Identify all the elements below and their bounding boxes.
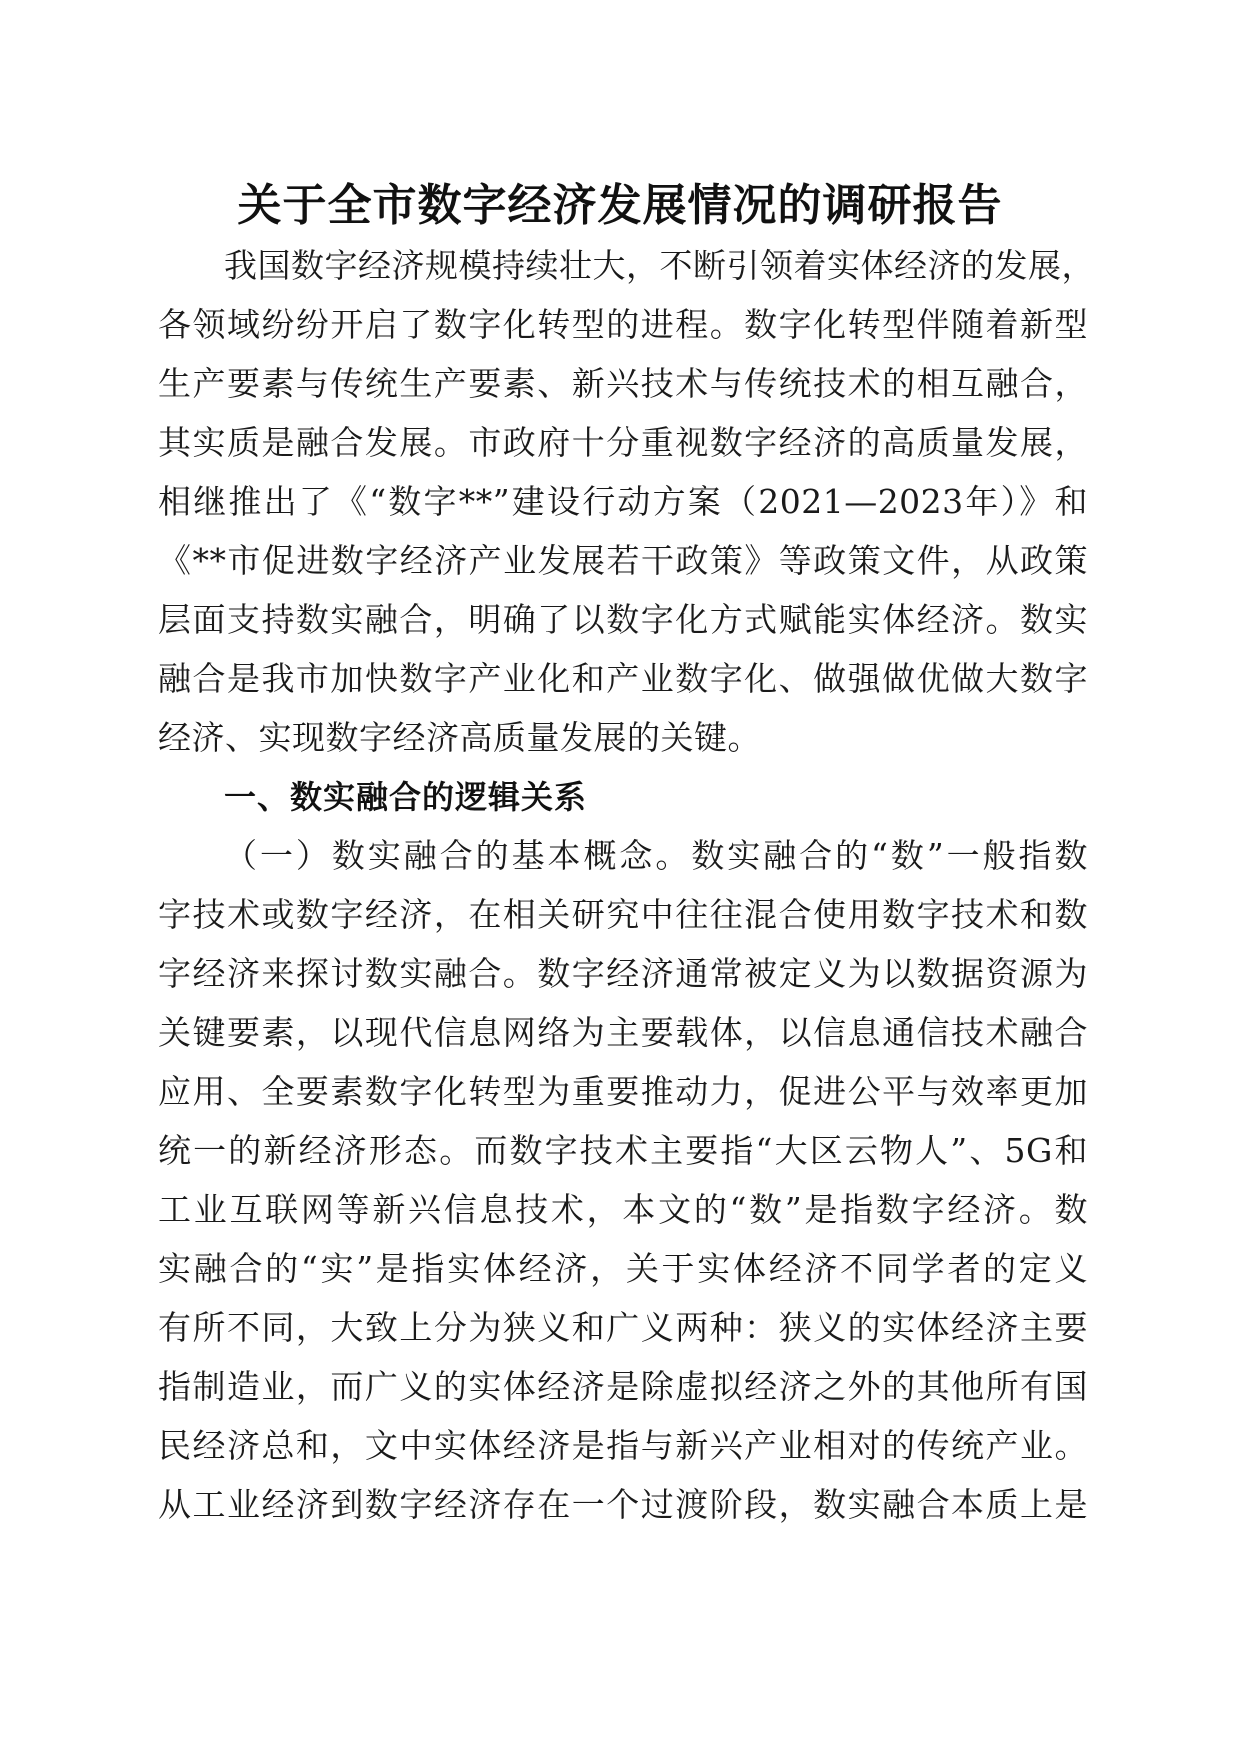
paragraph-2-line-1: （一）数实融合的基本概念。数实融合的“数”一般指数: [224, 836, 1088, 875]
paragraph-1-line-8: 融合是我市加快数字产业化和产业数字化、做强做优做大数字: [158, 659, 1088, 698]
paragraph-2-line-11: 民经济总和，文中实体经济是指与新兴产业相对的传统产业。: [158, 1426, 1088, 1465]
paragraph-1-line-3: 生产要素与传统生产要素、新兴技术与传统技术的相互融合，: [158, 364, 1088, 403]
paragraph-1-line-1: 我国数字经济规模持续壮大，不断引领着实体经济的发展，: [224, 246, 1095, 285]
paragraph-1-line-5: 相继推出了《“数字**”建设行动方案（2021—2023年）》和: [158, 482, 1088, 521]
paragraph-2-line-8: 实融合的“实”是指实体经济，关于实体经济不同学者的定义: [158, 1249, 1088, 1288]
paragraph-1-line-2: 各领域纷纷开启了数字化转型的进程。数字化转型伴随着新型: [158, 305, 1088, 344]
paragraph-1-line-7: 层面支持数实融合，明确了以数字化方式赋能实体经济。数实: [158, 600, 1088, 639]
section-1-heading: 一、数实融合的逻辑关系: [224, 778, 588, 816]
paragraph-2-line-10: 指制造业，而广义的实体经济是除虚拟经济之外的其他所有国: [158, 1367, 1088, 1406]
paragraph-2-line-6: 统一的新经济形态。而数字技术主要指“大区云物人”、5G和: [158, 1131, 1088, 1170]
document-title: 关于全市数字经济发展情况的调研报告: [237, 180, 1003, 231]
paragraph-1-line-4: 其实质是融合发展。市政府十分重视数字经济的高质量发展，: [158, 423, 1088, 462]
paragraph-1-line-9: 经济、实现数字经济高质量发展的关键。: [158, 718, 761, 757]
paragraph-2-line-9: 有所不同，大致上分为狭义和广义两种：狭义的实体经济主要: [158, 1308, 1088, 1347]
paragraph-2-line-4: 关键要素，以现代信息网络为主要载体，以信息通信技术融合: [158, 1013, 1088, 1052]
paragraph-2-line-2: 字技术或数字经济，在相关研究中往往混合使用数字技术和数: [158, 895, 1088, 934]
paragraph-1-line-6: 《**市促进数字经济产业发展若干政策》等政策文件，从政策: [158, 541, 1088, 580]
paragraph-2-line-12: 从工业经济到数字经济存在一个过渡阶段，数实融合本质上是: [158, 1485, 1088, 1524]
paragraph-2-line-5: 应用、全要素数字化转型为重要推动力，促进公平与效率更加: [158, 1072, 1088, 1111]
paragraph-2-line-7: 工业互联网等新兴信息技术，本文的“数”是指数字经济。数: [158, 1190, 1088, 1229]
paragraph-2-line-3: 字经济来探讨数实融合。数字经济通常被定义为以数据资源为: [158, 954, 1088, 993]
